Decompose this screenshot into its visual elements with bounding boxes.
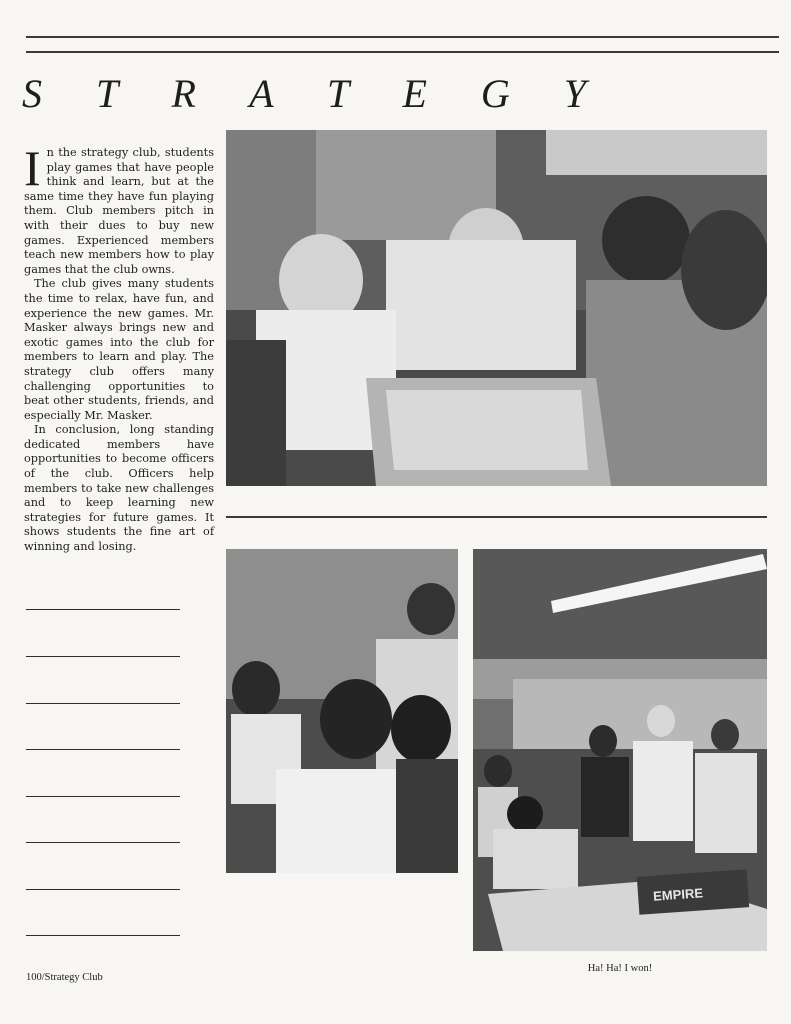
page-title: S T R A T E G Y [22, 71, 609, 116]
photo-caption: Ha! Ha! I won! [587, 963, 653, 974]
article-body [24, 140, 214, 555]
blank-line-5 [26, 796, 180, 797]
drop-cap: I [24, 140, 41, 196]
blank-line-4 [26, 749, 180, 750]
photo-board-game [226, 130, 767, 486]
paragraph-1 [24, 140, 214, 277]
paragraph-1-text: n the strategy club, students play games that have people think and learn, but at the same time they have fun playing them. Club members pitch in with their dues to buy new games. Experienced members teach new members how to play games that the club owns. [24, 146, 214, 276]
blank-line-7 [26, 889, 180, 890]
blank-line-2 [26, 656, 180, 657]
blank-line-8 [26, 935, 180, 936]
paragraph-2: The club gives many students the time to relax, have fun, and experience the new games. Mr. Masker always brings new and exotic games into the club for members to learn and play. The strategy club offers many challenging opportunities to beat other students, friends, and especially Mr. Masker. [24, 277, 214, 422]
game-box-label: EMPIRE [652, 885, 704, 904]
blank-line-1 [26, 609, 180, 610]
mid-rule [226, 516, 767, 518]
top-rule-1 [26, 36, 779, 38]
top-rule-2 [26, 51, 779, 53]
page-folio: 100/Strategy Club [26, 972, 103, 983]
paragraph-3: In conclusion, long standing dedicated members have opportunities to become officers of the club. Officers help members to take new challenges and to keep learning new strategies for future games. It shows students the fine art of winning and losing. [24, 423, 214, 554]
blank-line-3 [26, 703, 180, 704]
blank-line-6 [26, 842, 180, 843]
photo-winners [473, 549, 767, 951]
photo-game-in-progress [226, 549, 458, 873]
